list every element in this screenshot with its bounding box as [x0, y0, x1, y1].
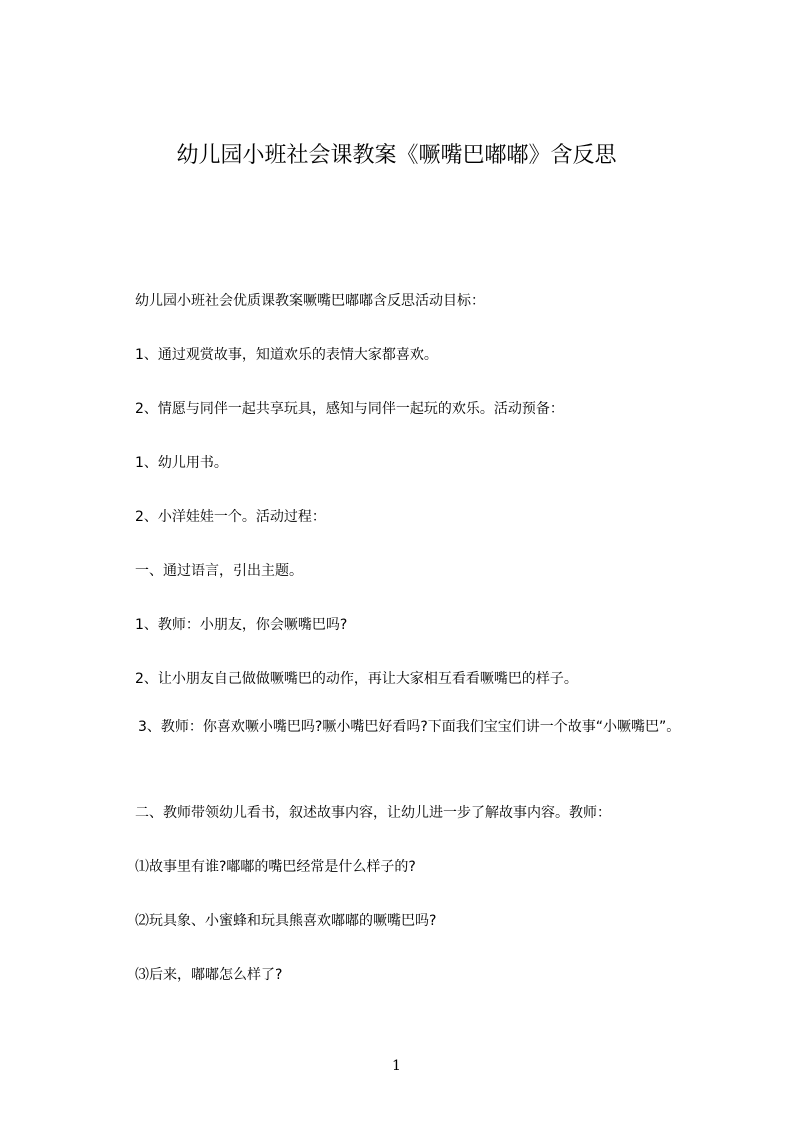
paragraph-step-one-2: 2、让小朋友自己做做噘嘴巴的动作，再让大家相互看看噘嘴巴的样子。: [135, 671, 578, 687]
paragraph-step-one-3: 3、教师：你喜欢噘小嘴巴吗?噘小嘴巴好看吗?下面我们宝宝们讲一个故事“小噘嘴巴”。: [138, 719, 681, 735]
paragraph-goal-2: 2、情愿与同伴一起共享玩具，感知与同伴一起玩的欢乐。活动预备：: [135, 401, 564, 417]
paragraph-step-one: 一、通过语言，引出主题。: [135, 563, 303, 579]
paragraph-step-two: 二、教师带领幼儿看书，叙述故事内容，让幼儿进一步了解故事内容。教师：: [135, 805, 611, 821]
page-number: 1: [392, 1058, 401, 1074]
paragraph-step-one-1: 1、教师：小朋友，你会噘嘴巴吗?: [135, 617, 348, 633]
paragraph-question-3: ⑶后来，嘟嘟怎么样了?: [135, 967, 283, 983]
paragraph-activity-goals: 幼儿园小班社会优质课教案噘嘴巴嘟嘟含反思活动目标：: [135, 293, 485, 309]
paragraph-prep-2: 2、小洋娃娃一个。活动过程：: [135, 509, 326, 525]
paragraph-question-2: ⑵玩具象、小蜜蜂和玩具熊喜欢嘟嘟的噘嘴巴吗?: [135, 913, 437, 929]
document-title: 幼儿园小班社会课教案《噘嘴巴嘟嘟》含反思: [176, 143, 617, 168]
paragraph-question-1: ⑴故事里有谁?嘟嘟的嘴巴经常是什么样子的?: [135, 859, 416, 875]
paragraph-prep-1: 1、幼儿用书。: [135, 455, 228, 471]
paragraph-goal-1: 1、通过观赏故事，知道欢乐的表情大家都喜欢。: [135, 347, 438, 363]
